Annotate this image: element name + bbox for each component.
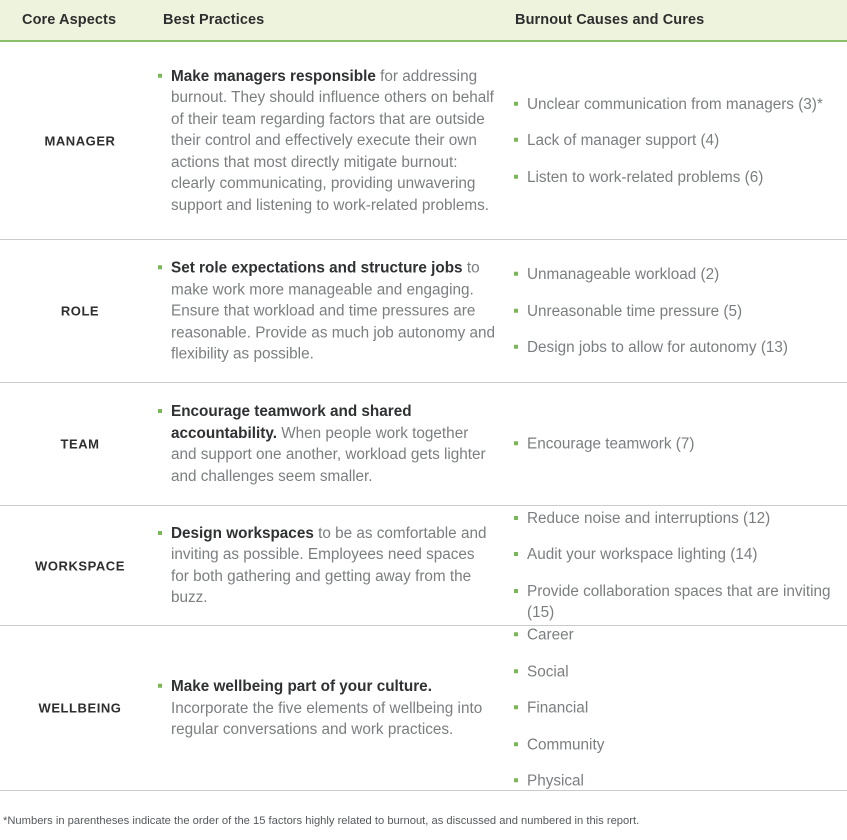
practice-lead-text: Encourage teamwork and shared accountability. xyxy=(171,403,412,442)
table-row xyxy=(0,42,847,240)
list-item: Audit your workspace lighting (14) xyxy=(512,544,832,566)
burnout-causes-cell xyxy=(512,264,832,359)
best-practice-cell xyxy=(156,523,496,609)
practice-body-text: to be as comfortable and inviting as possible. Employees need spaces for both gathering and getting away from the buzz. xyxy=(171,524,487,606)
column-header-best-practices: Best Practices xyxy=(163,12,265,28)
best-practice-cell xyxy=(156,676,496,741)
burnout-causes-cell xyxy=(512,624,832,792)
burnout-causes-cell xyxy=(512,433,832,455)
list-item: Reduce noise and interruptions (12) xyxy=(512,508,832,530)
practice-body-text: Incorporate the five elements of wellbeing into regular conversations and work practices. xyxy=(171,699,483,738)
list-item: Community xyxy=(512,734,832,756)
table-row xyxy=(0,506,847,626)
table-header-row xyxy=(0,0,847,42)
table-row xyxy=(0,240,847,383)
list-item: Social xyxy=(512,661,832,683)
best-practice-cell xyxy=(156,401,496,487)
list-item xyxy=(156,676,496,741)
list-item: Lack of manager support (4) xyxy=(512,130,832,152)
column-header-burnout-causes-and-cures: Burnout Causes and Cures xyxy=(515,12,705,28)
best-practice-cell xyxy=(156,257,496,365)
list-item: Unclear communication from managers (3)* xyxy=(512,93,832,115)
table-row xyxy=(0,626,847,791)
list-item: Listen to work-related problems (6) xyxy=(512,166,832,188)
column-header-core-aspects: Core Aspects xyxy=(22,12,117,28)
practice-lead-text: Design workspaces xyxy=(171,524,314,542)
core-aspect-label: WELLBEING xyxy=(38,700,122,716)
practice-lead-text: Set role expectations and structure jobs xyxy=(171,259,463,277)
best-practice-cell xyxy=(156,65,496,216)
list-item xyxy=(156,65,496,216)
table-footnote: *Numbers in parentheses indicate the order of the 15 factors highly related to burnout, as discussed and numbered in this report. xyxy=(3,815,640,827)
list-item: Career xyxy=(512,624,832,646)
practice-body-text: to make work more manageable and engaging. Ensure that workload and time pressures are reasonable. Provide as much job autonomy and flexibility as possible. xyxy=(171,259,495,363)
practice-lead-text: Make managers responsible xyxy=(171,67,376,85)
list-item: Design jobs to allow for autonomy (13) xyxy=(512,337,832,359)
list-item xyxy=(156,401,496,487)
core-aspect-label: WORKSPACE xyxy=(35,558,125,573)
list-item: Unmanageable workload (2) xyxy=(512,264,832,286)
practice-body-text: for addressing burnout. They should influence others on behalf of their team regarding factors that are outside their control and effectively execute their own actions that most directly mitigate burnout: clearly communicating, providing unwavering support and listening to work-related problems. xyxy=(171,67,494,214)
burnout-causes-cell xyxy=(512,508,832,624)
list-item xyxy=(156,523,496,609)
list-item: Unreasonable time pressure (5) xyxy=(512,300,832,322)
list-item xyxy=(156,257,496,365)
list-item: Financial xyxy=(512,697,832,719)
list-item: Physical xyxy=(512,770,832,792)
list-item: Encourage teamwork (7) xyxy=(512,433,832,455)
core-aspect-label: MANAGER xyxy=(44,133,116,148)
core-aspect-label: TEAM xyxy=(60,436,100,452)
practice-lead-text: Make wellbeing part of your culture. xyxy=(171,677,432,695)
core-aspect-label: ROLE xyxy=(60,303,100,319)
table-row xyxy=(0,383,847,506)
burnout-causes-cell xyxy=(512,93,832,188)
list-item: Provide collaboration spaces that are inviting (15) xyxy=(512,581,832,624)
practice-body-text: When people work together and support one another, workload gets lighter and challenges seem smaller. xyxy=(171,424,486,485)
